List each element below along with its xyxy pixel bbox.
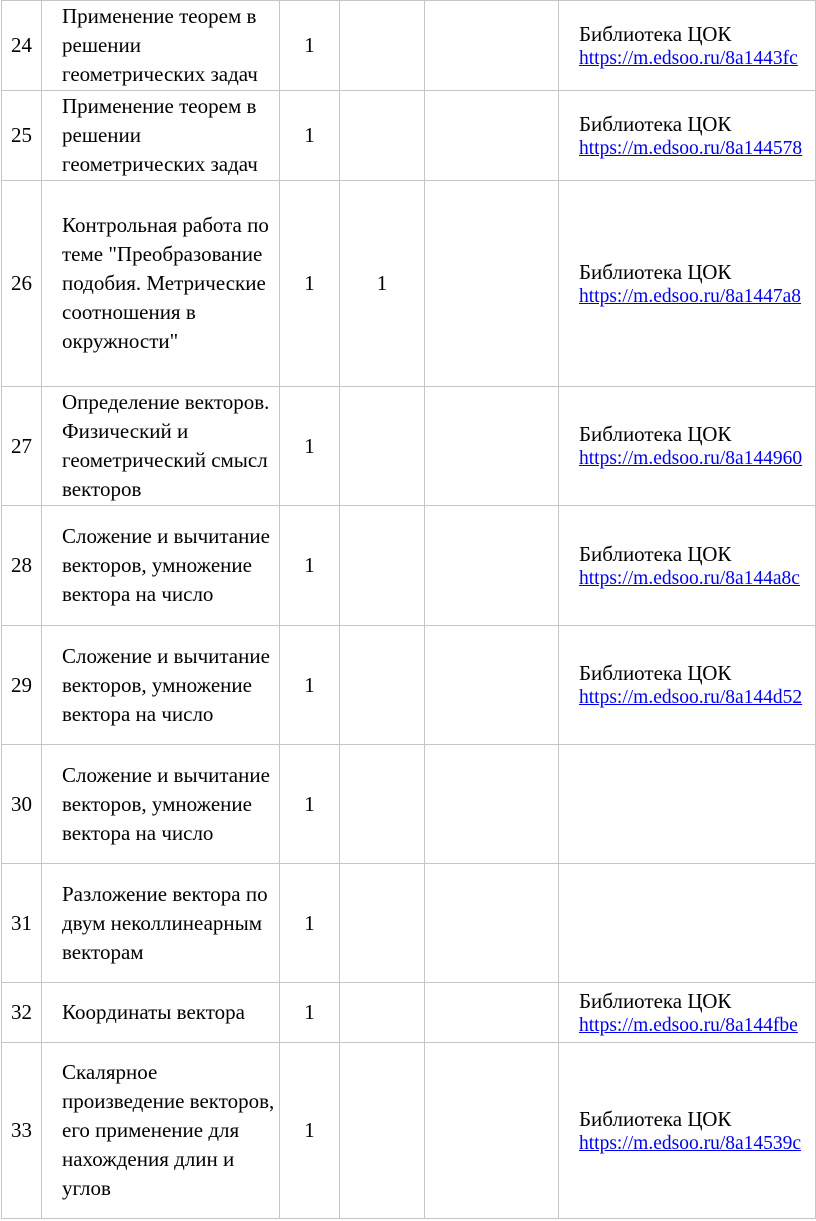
- resource-link[interactable]: https://m.edsoo.ru/8a1443fc: [579, 47, 798, 69]
- resource-cell: [559, 864, 816, 983]
- row-number: 26: [2, 181, 42, 387]
- lesson-topic: Скалярное произведение векторов, его применение для нахождения длин и углов: [42, 1043, 280, 1219]
- resource-link[interactable]: https://m.edsoo.ru/8a14539c: [579, 1132, 802, 1154]
- hours-count: 1: [280, 1043, 340, 1219]
- hours-count: 1: [280, 1, 340, 91]
- row-number: 28: [2, 506, 42, 626]
- control-work-count: [340, 745, 425, 864]
- control-work-count: [340, 506, 425, 626]
- control-work-count: [340, 1, 425, 91]
- row-number: 33: [2, 1043, 42, 1219]
- table-row: [2, 626, 816, 745]
- row-number: 32: [2, 983, 42, 1043]
- library-label: Библиотека ЦОК: [579, 988, 732, 1013]
- hours-count: 1: [280, 91, 340, 181]
- practical-work-count: [425, 1, 559, 91]
- hours-count: 1: [280, 387, 340, 506]
- resource-cell: [559, 181, 816, 387]
- table-row: [2, 387, 816, 506]
- resource-cell: [559, 1043, 816, 1219]
- table-row: [2, 181, 816, 387]
- practical-work-count: [425, 745, 559, 864]
- control-work-count: [340, 983, 425, 1043]
- resource-cell: [559, 387, 816, 506]
- control-work-count: [340, 387, 425, 506]
- lesson-topic: Сложение и вычитание векторов, умножение вектора на число: [42, 506, 280, 626]
- row-number: 31: [2, 864, 42, 983]
- resource-cell: [559, 745, 816, 864]
- control-work-count: 1: [340, 181, 425, 387]
- library-label: Библиотека ЦОК: [579, 1106, 732, 1131]
- resource-link[interactable]: https://m.edsoo.ru/8a144578: [579, 137, 803, 159]
- library-label: Библиотека ЦОК: [579, 541, 732, 566]
- table-row: [2, 864, 816, 983]
- hours-count: 1: [280, 864, 340, 983]
- resource-link[interactable]: https://m.edsoo.ru/8a1447a8: [579, 285, 802, 307]
- practical-work-count: [425, 506, 559, 626]
- lesson-topic: Применение теорем в решении геометрических задач: [42, 1, 280, 91]
- library-label: Библиотека ЦОК: [579, 661, 732, 685]
- table-row: [2, 983, 816, 1043]
- library-label: Библиотека ЦОК: [579, 21, 732, 46]
- table-row: [2, 506, 816, 626]
- practical-work-count: [425, 387, 559, 506]
- lesson-topic: Определение векторов. Физический и геометрический смысл векторов: [42, 387, 280, 506]
- resource-link[interactable]: https://m.edsoo.ru/8a144fbe: [579, 1014, 798, 1036]
- resource-link[interactable]: https://m.edsoo.ru/8a144960: [579, 448, 803, 469]
- table-row: [2, 745, 816, 864]
- lesson-topic: Применение теорем в решении геометрических задач: [42, 91, 280, 181]
- lesson-topic: Сложение и вычитание векторов, умножение вектора на число: [42, 745, 280, 864]
- practical-work-count: [425, 983, 559, 1043]
- lesson-topic: Сложение и вычитание векторов, умножение вектора на число: [42, 626, 280, 745]
- practical-work-count: [425, 626, 559, 745]
- row-number: 25: [2, 91, 42, 181]
- row-number: 27: [2, 387, 42, 506]
- row-number: 30: [2, 745, 42, 864]
- control-work-count: [340, 1043, 425, 1219]
- practical-work-count: [425, 864, 559, 983]
- resource-link[interactable]: https://m.edsoo.ru/8a144a8c: [579, 567, 800, 589]
- resource-cell: [559, 506, 816, 626]
- hours-count: 1: [280, 626, 340, 745]
- lesson-topic: Контрольная работа по теме "Преобразование подобия. Метрические соотношения в окружности": [42, 181, 280, 387]
- resource-cell: [559, 1, 816, 91]
- library-label: Библиотека ЦОК: [579, 422, 732, 446]
- hours-count: 1: [280, 983, 340, 1043]
- control-work-count: [340, 626, 425, 745]
- table-row: [2, 91, 816, 181]
- hours-count: 1: [280, 181, 340, 387]
- practical-work-count: [425, 181, 559, 387]
- resource-cell: [559, 91, 816, 181]
- hours-count: 1: [280, 506, 340, 626]
- resource-cell: [559, 983, 816, 1043]
- library-label: Библиотека ЦОК: [579, 111, 732, 136]
- table-row: [2, 1, 816, 91]
- library-label: Библиотека ЦОК: [579, 259, 732, 284]
- resource-cell: [559, 626, 816, 745]
- control-work-count: [340, 864, 425, 983]
- lesson-topic: Координаты вектора: [42, 983, 280, 1043]
- row-number: 24: [2, 1, 42, 91]
- practical-work-count: [425, 1043, 559, 1219]
- resource-link[interactable]: https://m.edsoo.ru/8a144d52: [579, 687, 803, 708]
- hours-count: 1: [280, 745, 340, 864]
- lesson-plan-table: [1, 0, 816, 1219]
- practical-work-count: [425, 91, 559, 181]
- control-work-count: [340, 91, 425, 181]
- row-number: 29: [2, 626, 42, 745]
- table-row: [2, 1043, 816, 1219]
- lesson-topic: Разложение вектора по двум неколлинеарным векторам: [42, 864, 280, 983]
